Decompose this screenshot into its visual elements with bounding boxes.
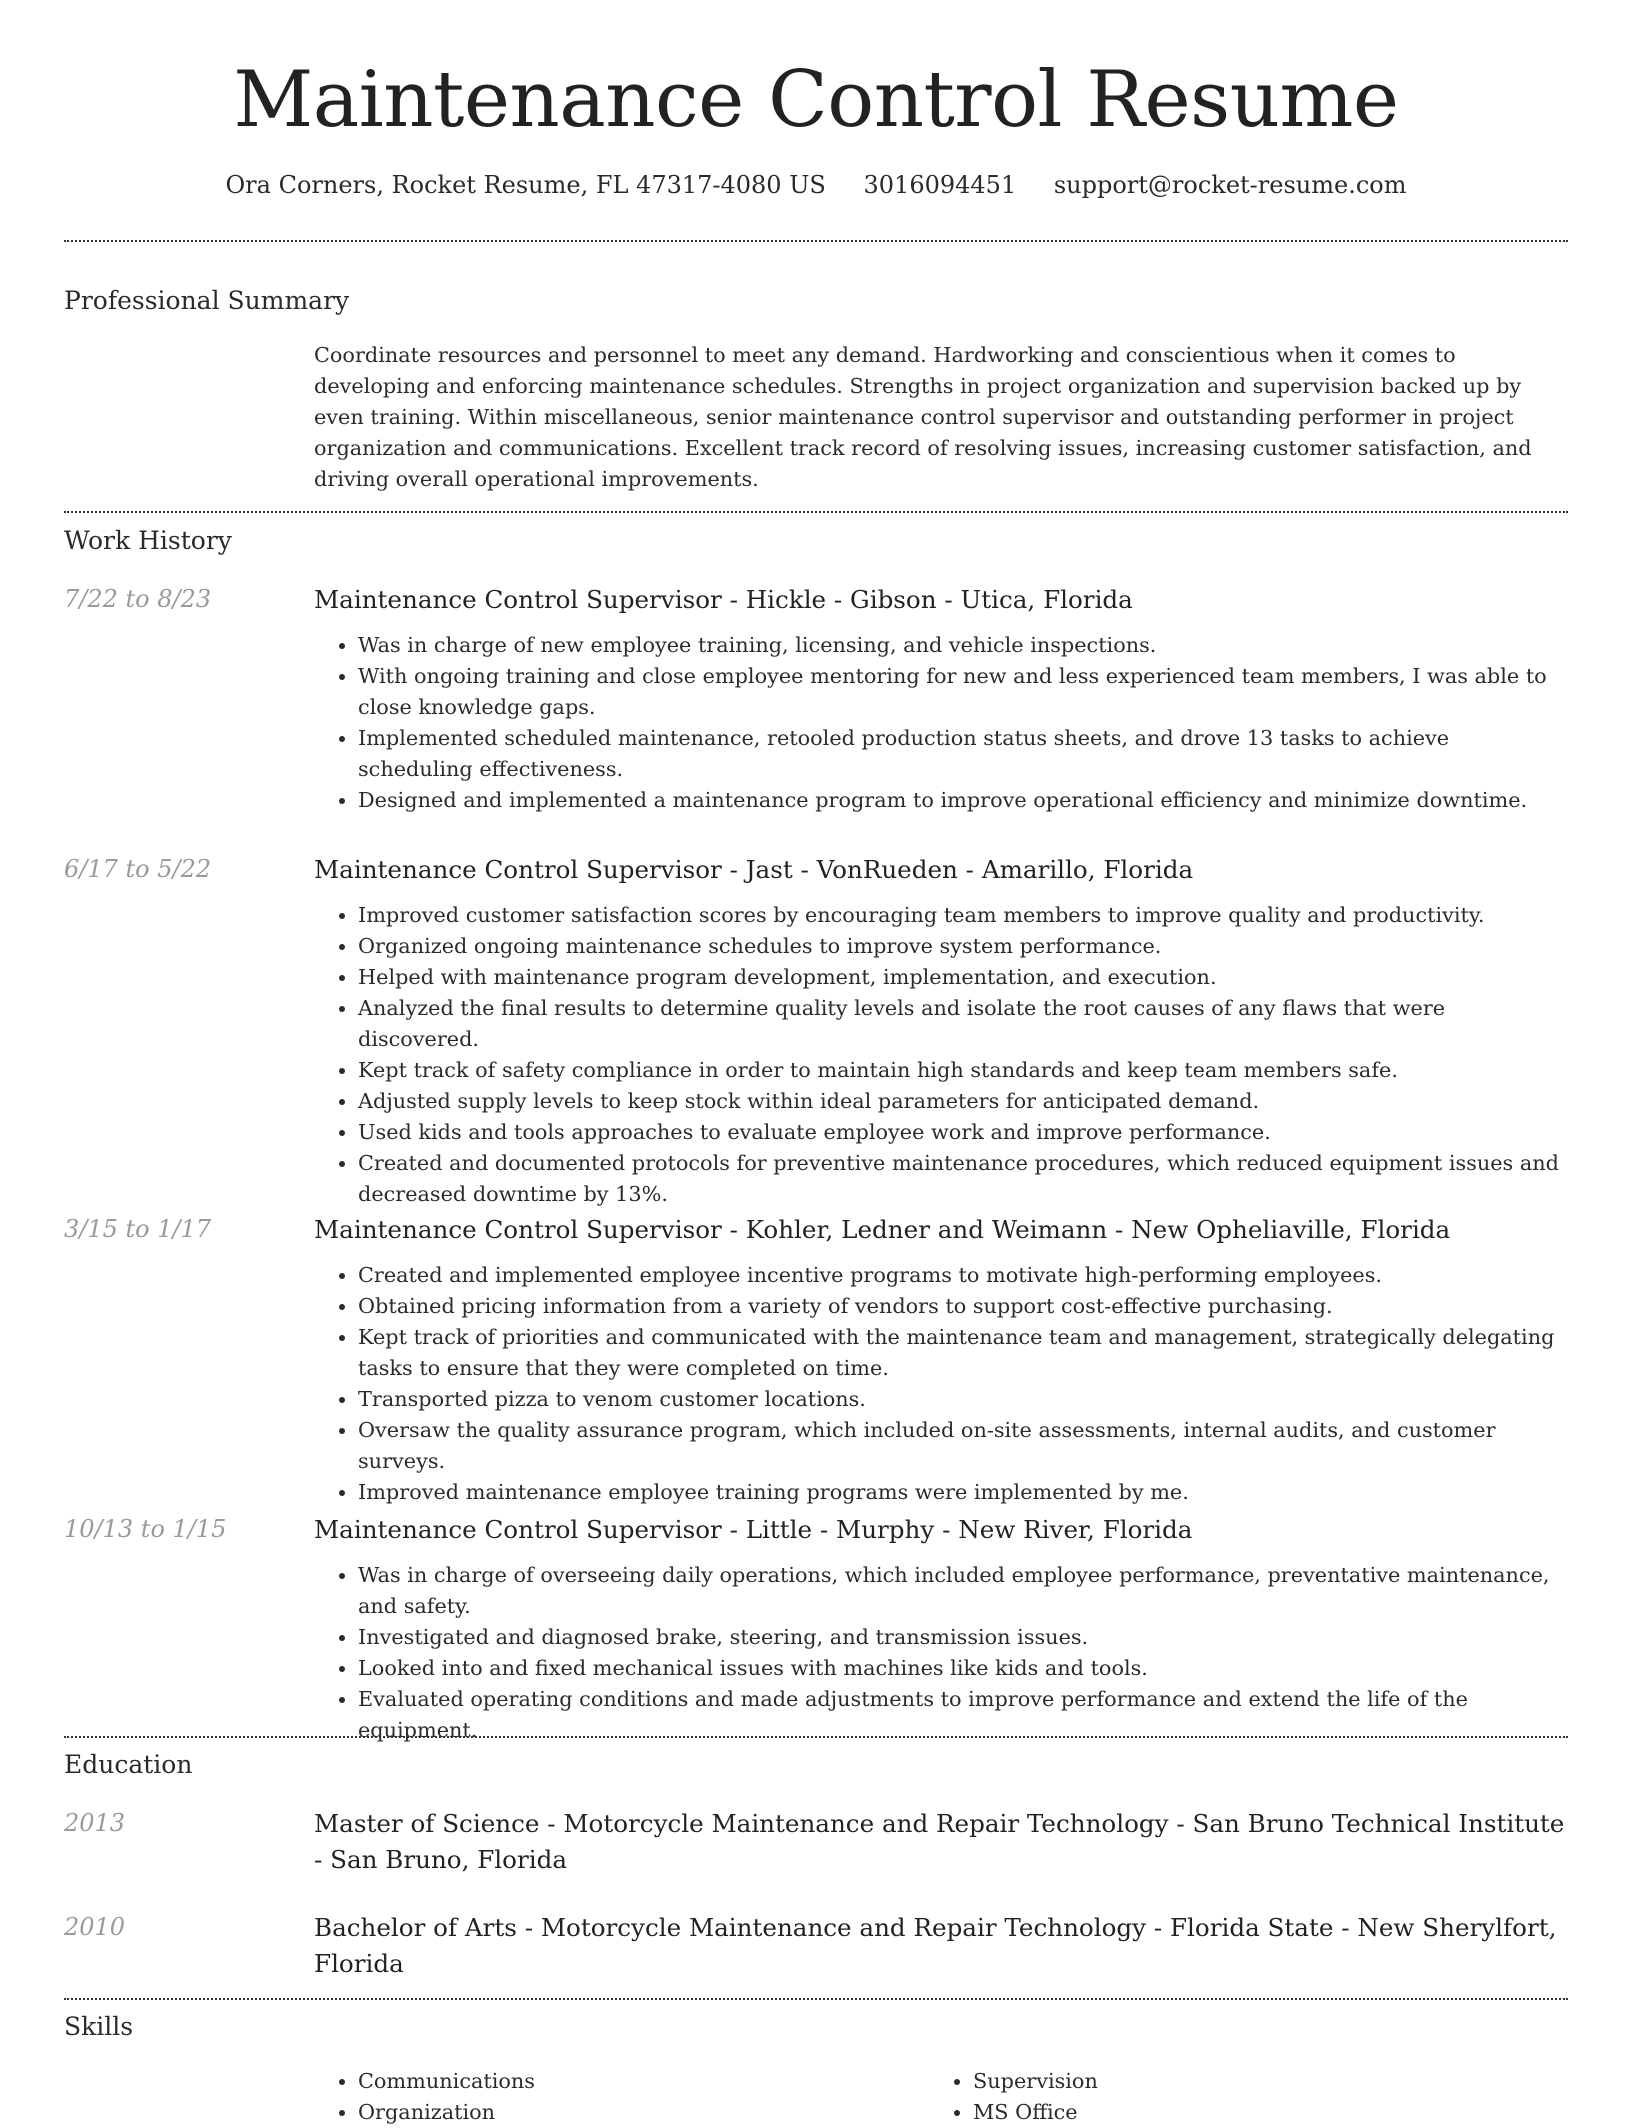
job-bullet: • With ongoing training and close employee mentoring for new and less experienced team members, I was able to close knowledge gaps. (358, 661, 1568, 723)
job-bullet: • Looked into and fixed mechanical issues with machines like kids and tools. (358, 1653, 1568, 1684)
job-dates: 6/17 to 5/22 (64, 855, 212, 883)
job-bullet: • Was in charge of overseeing daily operations, which included employee performance, preventative maintenance, and safety. (358, 1560, 1568, 1622)
job-bullet: • Analyzed the final results to determine quality levels and isolate the root causes of any flaws that were discovered. (358, 993, 1568, 1055)
contact-email: support@rocket-resume.com (1053, 171, 1407, 199)
skill-item: • Organization (358, 2097, 874, 2128)
job-bullet: • Improved maintenance employee training programs were implemented by me. (358, 1477, 1568, 1508)
work-history-heading: Work History (64, 526, 232, 555)
education-year: 2013 (64, 1809, 126, 1837)
job-bullets (314, 900, 1568, 1210)
job-bullet: • Implemented scheduled maintenance, retooled production status sheets, and drove 13 tasks to achieve scheduling effectiveness. (358, 723, 1568, 785)
section-divider (64, 1998, 1568, 2000)
section-divider (64, 1736, 1568, 1738)
job-title: Maintenance Control Supervisor - Hickle - Gibson - Utica, Florida (314, 585, 1133, 614)
skills-heading: Skills (64, 2012, 134, 2041)
contact-line (64, 168, 1568, 202)
job-bullet: • Created and implemented employee incentive programs to motivate high-performing employees. (358, 1260, 1568, 1291)
section-divider (64, 511, 1568, 513)
job-bullet: • Improved customer satisfaction scores by encouraging team members to improve quality and productivity. (358, 900, 1568, 931)
job-bullet: • Organized ongoing maintenance schedules to improve system performance. (358, 931, 1568, 962)
job-bullet: • Kept track of safety compliance in order to maintain high standards and keep team members safe. (358, 1055, 1568, 1086)
job-bullet: • Oversaw the quality assurance program, which included on-site assessments, internal audits, and customer surveys. (358, 1415, 1568, 1477)
job-bullet: • Investigated and diagnosed brake, steering, and transmission issues. (358, 1622, 1568, 1653)
education-heading: Education (64, 1750, 193, 1779)
job-bullet: • Created and documented protocols for preventive maintenance procedures, which reduced equipment issues and decreased downtime by 13%. (358, 1148, 1568, 1210)
skill-item: • Supervision (973, 2066, 1489, 2097)
job-title: Maintenance Control Supervisor - Little - Murphy - New River, Florida (314, 1515, 1193, 1544)
job-bullets (314, 1260, 1568, 1508)
resume-page (64, 0, 1568, 2124)
education-year: 2010 (64, 1913, 126, 1941)
summary-heading: Professional Summary (64, 286, 350, 315)
section-divider (64, 240, 1568, 242)
job-bullet: • Helped with maintenance program development, implementation, and execution. (358, 962, 1568, 993)
education-degree: Master of Science - Motorcycle Maintenance and Repair Technology - San Bruno Technical Institute - San Bruno, Florida (314, 1809, 1565, 1874)
job-dates: 3/15 to 1/17 (64, 1215, 212, 1243)
contact-address: Ora Corners, Rocket Resume, FL 47317-4080 US (225, 171, 826, 199)
job-bullet: • Was in charge of new employee training, licensing, and vehicle inspections. (358, 630, 1568, 661)
summary-text: Coordinate resources and personnel to meet any demand. Hardworking and conscientious when it comes to developing and enforcing maintenance schedules. Strengths in project organization and supervision backed up by even training. Within miscellaneous, senior maintenance control supervisor and outstanding performer in project organization and communications. Excellent track record of resolving issues, increasing customer satisfaction, and driving overall operational improvements. (314, 343, 1532, 491)
job-title: Maintenance Control Supervisor - Jast - VonRueden - Amarillo, Florida (314, 855, 1194, 884)
job-dates: 10/13 to 1/15 (64, 1515, 227, 1543)
resume-title: Maintenance Control Resume (233, 55, 1399, 145)
education-degree: Bachelor of Arts - Motorcycle Maintenance and Repair Technology - Florida State - New Sherylfort, Florida (314, 1913, 1557, 1978)
skill-item: • MS Office (973, 2097, 1489, 2128)
job-title: Maintenance Control Supervisor - Kohler, Ledner and Weimann - New Opheliaville, Florida (314, 1215, 1451, 1244)
job-bullet: • Obtained pricing information from a variety of vendors to support cost-effective purchasing. (358, 1291, 1568, 1322)
job-bullet: • Adjusted supply levels to keep stock within ideal parameters for anticipated demand. (358, 1086, 1568, 1117)
job-bullets (314, 630, 1568, 816)
job-dates: 7/22 to 8/23 (64, 585, 212, 613)
job-bullet: • Evaluated operating conditions and made adjustments to improve performance and extend the life of the equipment. (358, 1684, 1568, 1746)
job-bullets (314, 1560, 1568, 1746)
skill-item: • Communications (358, 2066, 874, 2097)
contact-phone: 3016094451 (863, 171, 1017, 199)
skills-list-left (314, 2066, 874, 2128)
job-bullet: • Transported pizza to venom customer locations. (358, 1384, 1568, 1415)
job-bullet: • Kept track of priorities and communicated with the maintenance team and management, strategically delegating tasks to ensure that they were completed on time. (358, 1322, 1568, 1384)
job-bullet: • Designed and implemented a maintenance program to improve operational efficiency and minimize downtime. (358, 785, 1568, 816)
job-bullet: • Used kids and tools approaches to evaluate employee work and improve performance. (358, 1117, 1568, 1148)
skills-list-right (929, 2066, 1489, 2128)
